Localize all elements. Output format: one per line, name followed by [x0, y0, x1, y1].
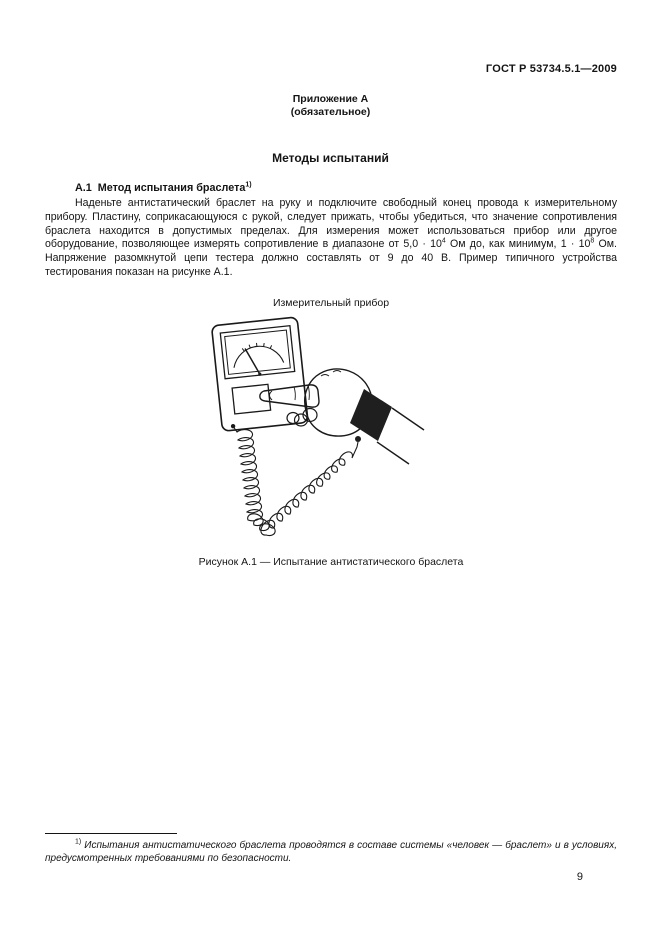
footnote-block	[45, 833, 617, 865]
exponent: 8	[590, 237, 595, 245]
body-text: Ом. Напряжение разомкнутой цепи тестера должно составлять от 9 до 40 В. Пример типичного устройства тестирования показан на рисунке А.1.	[45, 238, 617, 278]
section-title: Методы испытаний	[272, 151, 389, 165]
figure-a1	[45, 311, 617, 550]
measuring-device	[211, 317, 308, 431]
main-content	[45, 182, 617, 568]
strap-snap	[355, 436, 361, 442]
footnote-rule	[45, 833, 177, 834]
figure-a1-illustration	[161, 311, 501, 545]
body-text: Ом до, как минимум, 1 · 10	[445, 238, 591, 251]
clause-heading-footnote-marker: 1)	[245, 181, 252, 189]
standard-number: ГОСТ Р 53734.5.1—2009	[485, 63, 617, 75]
wrist-strap	[350, 389, 392, 441]
page-number: 9	[576, 871, 583, 883]
footnote-marker: 1)	[75, 838, 82, 846]
hand	[260, 369, 424, 464]
clause-heading-text: А.1 Метод испытания браслета	[75, 182, 246, 194]
footnote-body: Испытания антистатического браслета проводятся в составе системы «человек — браслет» и в условиях, предусмотренных требованиями по безопасности.	[45, 840, 617, 864]
appendix-type: (обязательное)	[290, 106, 371, 118]
coiled-cord	[233, 426, 358, 536]
test-plate	[232, 384, 271, 414]
exponent: 4	[441, 237, 446, 245]
clause-heading	[45, 182, 617, 194]
figure-label: Измерительный прибор	[272, 296, 390, 309]
body-paragraph	[45, 197, 617, 280]
figure-caption: Рисунок А.1 — Испытание антистатического браслета	[198, 555, 464, 568]
body-text: Наденьте антистатический браслет на руку и подключите свободный конец провода к измерительному прибору. Пластину, соприкасающуюся с рукой, следует прижать, чтобы убедиться, что значение сопротивления браслета находится в допустимых пределах. Для измерения может использоваться прибор или другое оборудование, позволяющее измерять сопротивление в диапазоне от 5,0 · 10	[45, 197, 617, 251]
meter-scale-arc	[232, 344, 284, 368]
footnote-text	[45, 839, 617, 865]
meter-needle	[245, 347, 260, 375]
appendix-title: Приложение А	[292, 93, 369, 105]
appendix-block	[0, 93, 661, 119]
